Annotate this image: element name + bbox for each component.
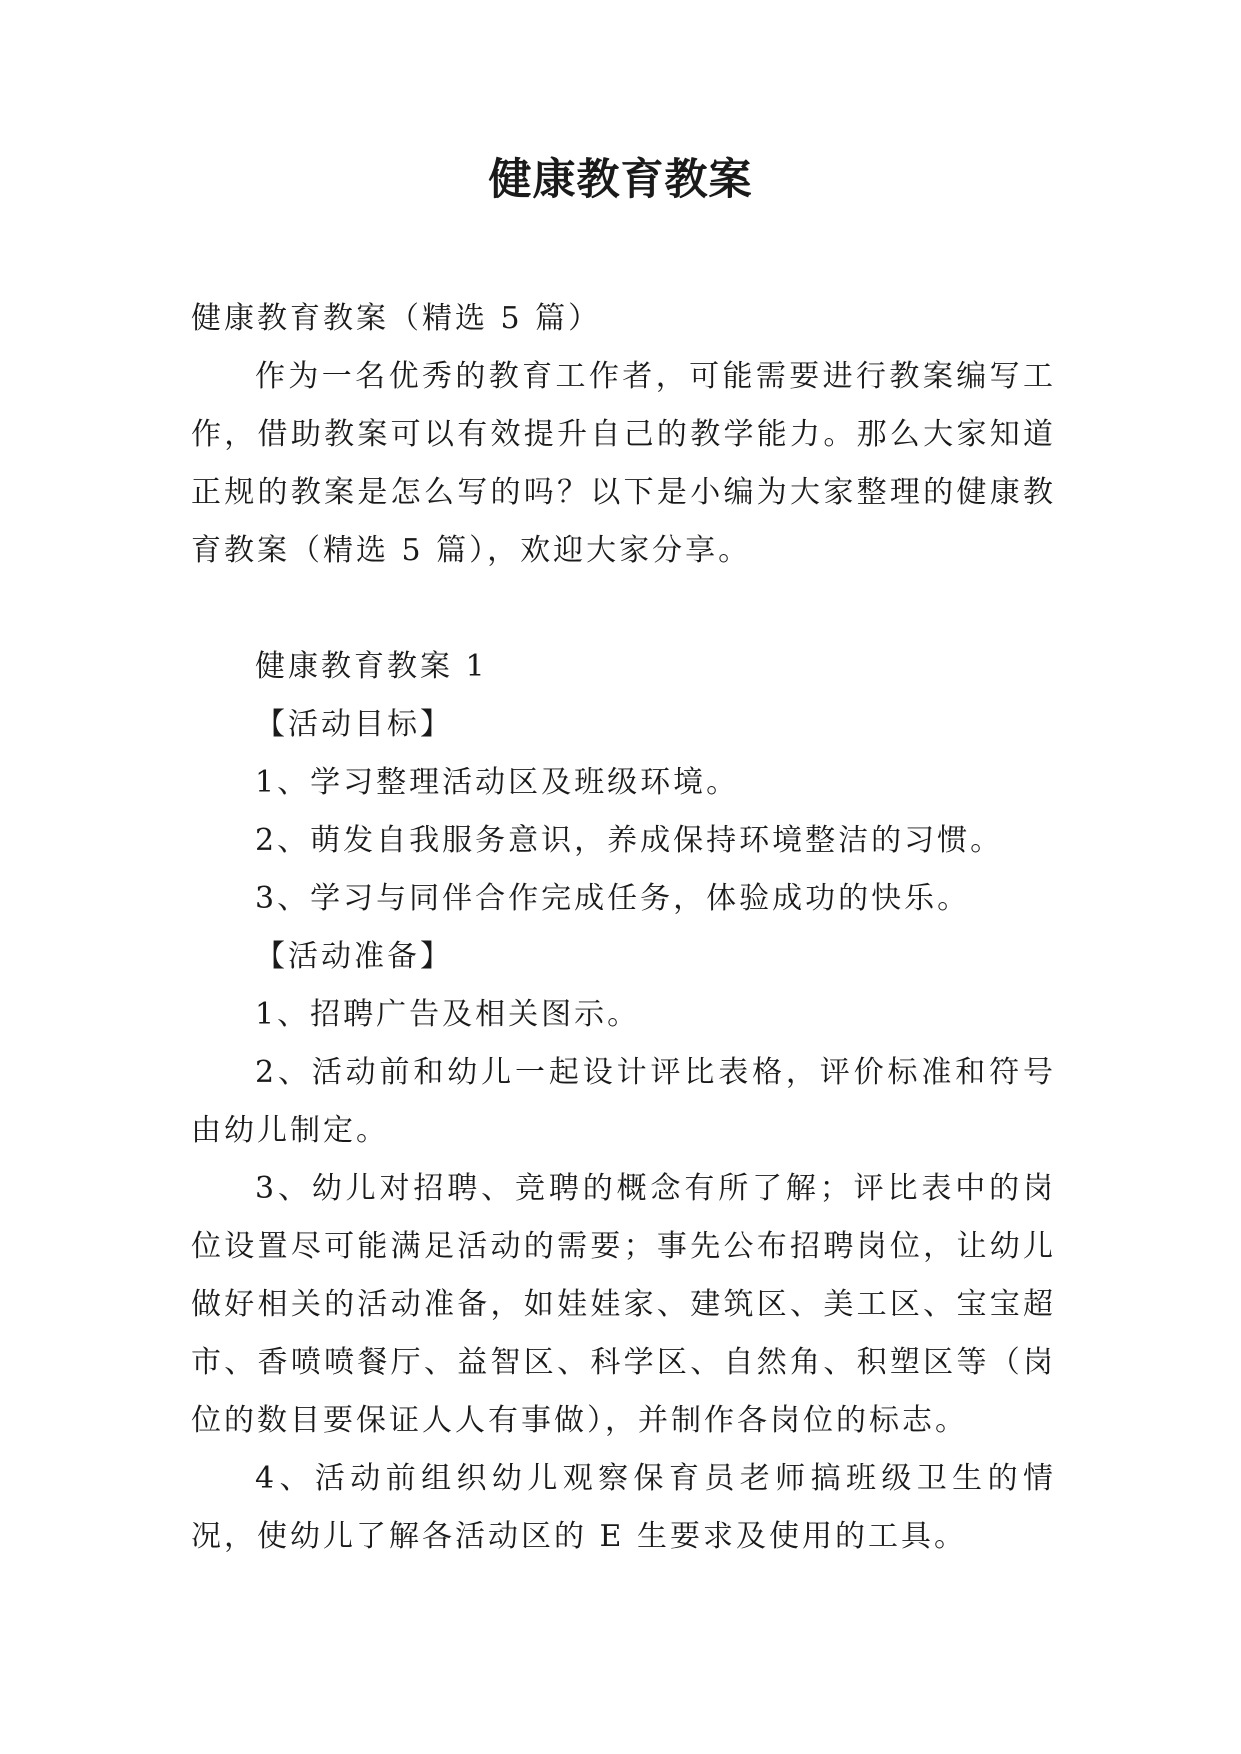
document-body — [191, 290, 1056, 1566]
subtitle-line: 健康教育教案（精选 5 篇） — [191, 301, 602, 336]
goal-item: 3、学习与同伴合作完成任务，体验成功的快乐。 — [255, 881, 971, 916]
section-heading: 健康教育教案 1 — [255, 649, 488, 684]
preparation-item: 4、活动前组织幼儿观察保育员老师搞班级卫生的情况，使幼儿了解各活动区的 E 生要求及使用的工具。 — [191, 1461, 1056, 1554]
preparation-item: 1、招聘广告及相关图示。 — [255, 997, 641, 1032]
paragraph-gap — [191, 580, 1056, 638]
subheading-goals: 【活动目标】 — [255, 707, 453, 742]
goal-item: 1、学习整理活动区及班级环境。 — [255, 765, 740, 800]
subheading-preparation: 【活动准备】 — [255, 939, 453, 974]
preparation-item: 2、活动前和幼儿一起设计评比表格，评价标准和符号由幼儿制定。 — [191, 1055, 1056, 1148]
intro-paragraph: 作为一名优秀的教育工作者，可能需要进行教案编写工作，借助教案可以有效提升自己的教学能力。那么大家知道正规的教案是怎么写的吗？以下是小编为大家整理的健康教育教案（精选 5 篇），欢迎大家分享。 — [191, 359, 1056, 568]
document-title: 健康教育教案 — [488, 155, 753, 205]
preparation-item: 3、幼儿对招聘、竞聘的概念有所了解；评比表中的岗位设置尽可能满足活动的需要；事先公布招聘岗位，让幼儿做好相关的活动准备，如娃娃家、建筑区、美工区、宝宝超市、香喷喷餐厅、益智区、科学区、自然角、积塑区等（岗位的数目要保证人人有事做），并制作各岗位的标志。 — [191, 1171, 1056, 1438]
goal-item: 2、萌发自我服务意识，养成保持环境整洁的习惯。 — [255, 823, 1004, 858]
